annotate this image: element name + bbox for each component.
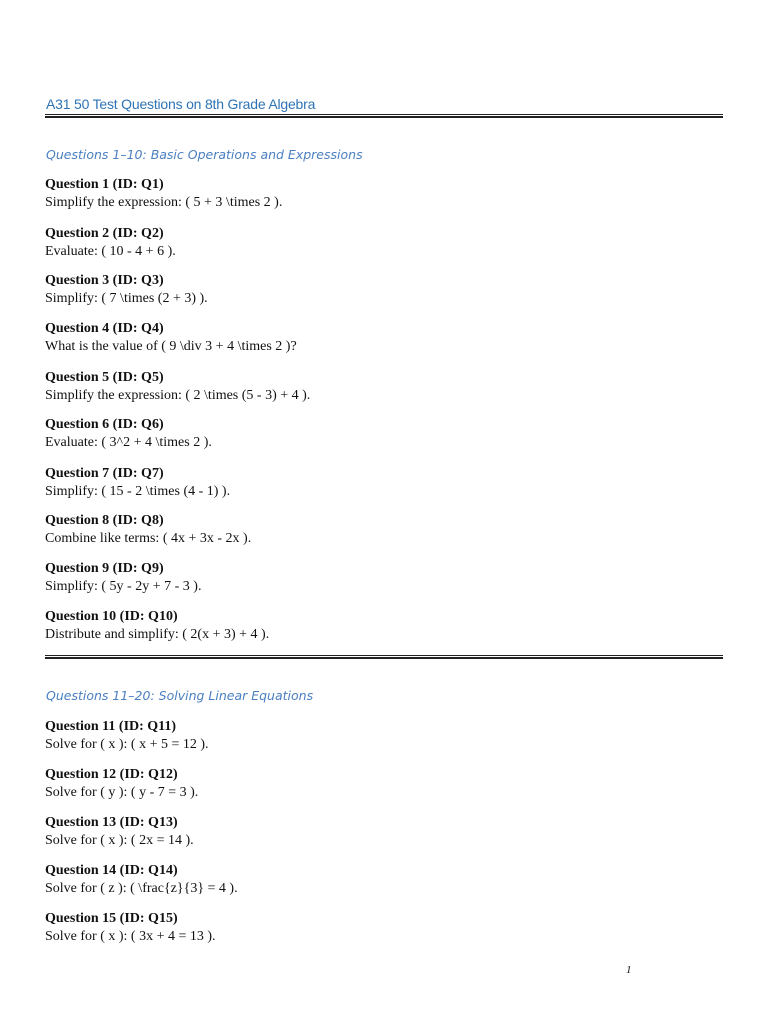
question-text: Simplify: ( 15 - 2 \times (4 - 1) ). — [45, 484, 231, 499]
question-label: Question 8 (ID: Q8) — [45, 513, 164, 528]
question-label: Question 3 (ID: Q3) — [45, 273, 164, 288]
question-label: Question 11 (ID: Q11) — [45, 719, 177, 734]
question-text: Solve for ( y ): ( y - 7 = 3 ). — [45, 785, 199, 800]
question-item — [45, 272, 208, 308]
page-number: 1 — [626, 964, 632, 976]
question-label: Question 2 (ID: Q2) — [45, 226, 164, 241]
question-item — [45, 369, 310, 405]
question-text: Evaluate: ( 3^2 + 4 \times 2 ). — [45, 435, 212, 450]
section-heading: Questions 1–10: Basic Operations and Expressions — [46, 147, 363, 162]
question-text: Distribute and simplify: ( 2(x + 3) + 4 ). — [45, 627, 270, 642]
question-label: Question 5 (ID: Q5) — [45, 370, 164, 385]
question-item — [45, 320, 297, 356]
question-text: Solve for ( x ): ( x + 5 = 12 ). — [45, 737, 209, 752]
question-label: Question 4 (ID: Q4) — [45, 321, 164, 336]
question-item — [45, 814, 194, 850]
question-text: Simplify: ( 7 \times (2 + 3) ). — [45, 291, 208, 306]
question-item — [45, 910, 216, 946]
question-label: Question 10 (ID: Q10) — [45, 609, 178, 624]
question-text: Combine like terms: ( 4x + 3x - 2x ). — [45, 531, 252, 546]
question-text: Simplify the expression: ( 5 + 3 \times 2 ). — [45, 195, 283, 210]
question-item — [45, 862, 238, 898]
question-text: Evaluate: ( 10 - 4 + 6 ). — [45, 244, 176, 259]
section-divider — [45, 655, 723, 659]
question-label: Question 7 (ID: Q7) — [45, 466, 164, 481]
question-item — [45, 465, 230, 501]
question-label: Question 9 (ID: Q9) — [45, 561, 164, 576]
question-label: Question 12 (ID: Q12) — [45, 767, 178, 782]
question-text: Simplify: ( 5y - 2y + 7 - 3 ). — [45, 579, 202, 594]
question-item — [45, 608, 269, 644]
section-heading: Questions 11–20: Solving Linear Equations — [46, 688, 314, 703]
question-label: Question 1 (ID: Q1) — [45, 177, 164, 192]
question-item — [45, 766, 198, 802]
question-text: Solve for ( x ): ( 3x + 4 = 13 ). — [45, 929, 216, 944]
question-item — [45, 512, 251, 548]
question-text: What is the value of ( 9 \div 3 + 4 \times 2 )? — [45, 339, 297, 354]
question-label: Question 14 (ID: Q14) — [45, 863, 178, 878]
page-title: A31 50 Test Questions on 8th Grade Algebra — [46, 96, 316, 112]
question-item — [45, 718, 209, 754]
question-item — [45, 176, 282, 212]
question-label: Question 15 (ID: Q15) — [45, 911, 178, 926]
question-text: Solve for ( z ): ( \frac{z}{3} = 4 ). — [45, 881, 238, 896]
question-label: Question 6 (ID: Q6) — [45, 417, 164, 432]
question-label: Question 13 (ID: Q13) — [45, 815, 178, 830]
title-divider — [45, 114, 723, 118]
question-text: Solve for ( x ): ( 2x = 14 ). — [45, 833, 194, 848]
question-item — [45, 560, 201, 596]
question-item — [45, 416, 212, 452]
question-text: Simplify the expression: ( 2 \times (5 - 3) + 4 ). — [45, 388, 311, 403]
question-item — [45, 225, 176, 261]
